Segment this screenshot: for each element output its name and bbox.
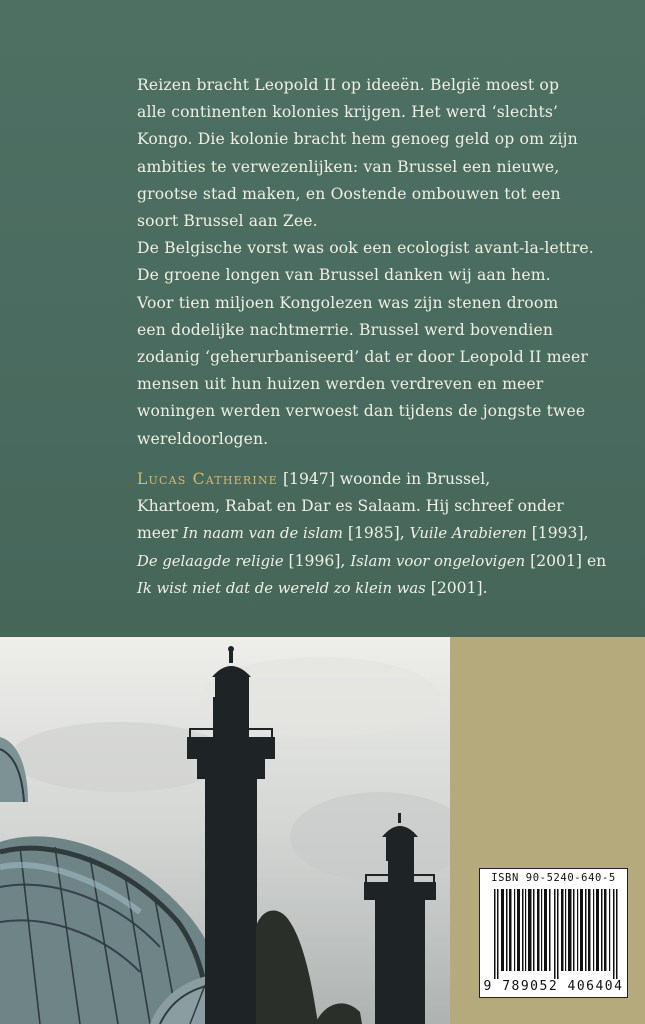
blurb-line: Reizen bracht Leopold II op ideeën. België moest op (137, 76, 560, 94)
bio-line (137, 466, 617, 493)
blurb-line: zodanig ‘geherurbaniseerd’ dat er door Leopold II meer (137, 348, 589, 367)
blurb-line: soort Brussel aan Zee. (137, 212, 318, 231)
blurb-line: woningen werden verwoest dan tijdens de jongste twee (137, 402, 586, 421)
bio-line (137, 520, 617, 547)
blurb-line: ambities te verwezenlijken: van Brussel een nieuwe, (137, 157, 560, 176)
bio-line: Khartoem, Rabat en Dar es Salaam. Hij schreef onder (137, 497, 564, 516)
blurb-line: Kongo. Die kolonie bracht hem genoeg geld op om zijn (137, 130, 578, 149)
bio-text: [2001] en (525, 551, 607, 570)
photo-illustration (0, 637, 450, 1024)
barcode-label (479, 868, 628, 998)
bio-line (137, 575, 617, 602)
bio-text: meer (137, 524, 183, 543)
blurb-line: Voor tien miljoen Kongolezen was zijn stenen droom (137, 293, 559, 312)
blurb-text (137, 72, 617, 453)
bio-text: [1947] woonde in Brussel, (278, 470, 491, 488)
author-name: Lucas Catherine (137, 470, 278, 488)
bio-text: [1985], (342, 524, 410, 543)
book-title: Vuile Arabieren (409, 525, 527, 543)
book-title: In naam van de islam (182, 525, 343, 543)
blurb-line: De Belgische vorst was ook een ecologist avant-la-lettre. (137, 239, 594, 258)
book-title: Ik wist niet dat de wereld zo klein was (137, 579, 426, 597)
book-title: De gelaagde religie (137, 552, 284, 570)
bio-text: [2001]. (425, 578, 488, 597)
bio-text: [1996], (283, 551, 351, 570)
book-title: Islam voor ongelovigen (350, 552, 526, 570)
blurb-line: mensen uit hun huizen werden verdreven en meer (137, 375, 544, 394)
blurb-line: De groene longen van Brussel danken wij aan hem. (137, 266, 551, 285)
isbn-text: ISBN 90-5240-640-5 (491, 872, 616, 884)
bio-line (137, 548, 617, 575)
blurb-line: grootse stad maken, en Oostende ombouwen tot een (137, 184, 561, 203)
blurb-line: wereldoorlogen. (137, 429, 269, 448)
greenhouse-photo (0, 637, 450, 1024)
barcode-bars (494, 889, 619, 979)
bio-text: [1993], (526, 524, 589, 543)
blurb-line: een dodelijke nachtmerrie. Brussel werd bovendien (137, 320, 554, 339)
ean-number: 9 789052 406404 (483, 979, 624, 994)
blurb-line: alle continenten kolonies krijgen. Het werd ‘slechts’ (137, 103, 559, 122)
author-bio (137, 466, 617, 602)
